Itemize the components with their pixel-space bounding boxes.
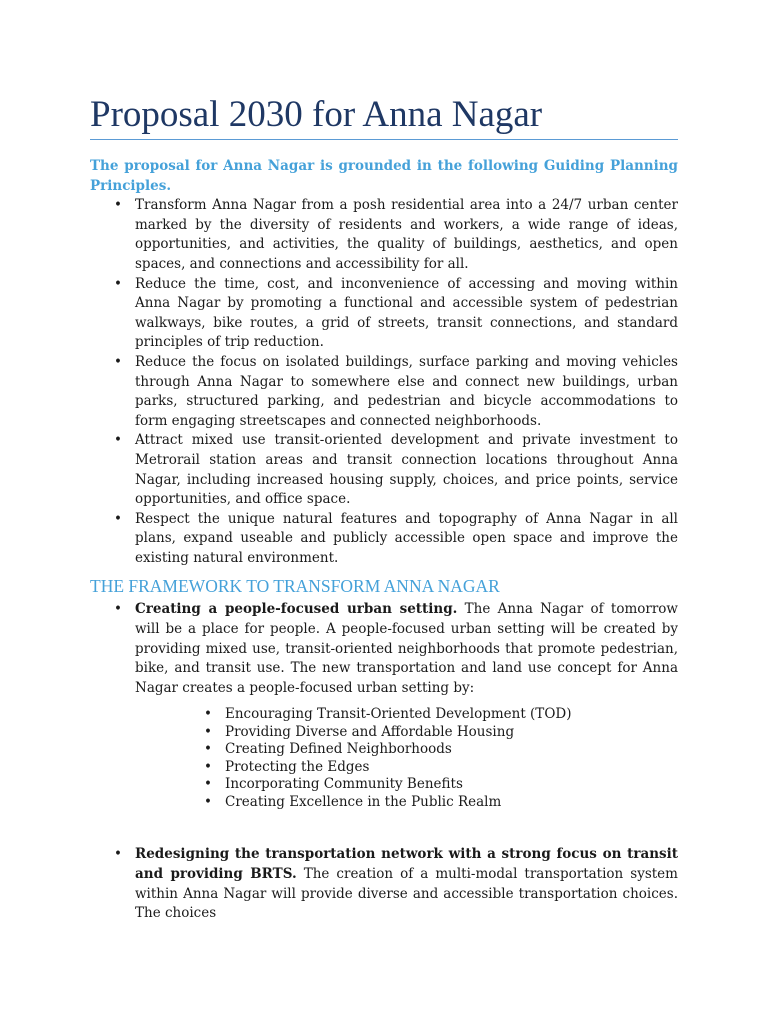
principle-item: • Respect the unique natural features and topography of Anna Nagar in all plans, expand useable and publicly accessible open space and improve the existing natural environment. bbox=[90, 510, 678, 569]
framework-item-title: Creating a people-focused urban setting. bbox=[135, 601, 458, 618]
guiding-principles-list bbox=[90, 196, 678, 568]
principle-item: • Transform Anna Nagar from a posh residential area into a 24/7 urban center marked by the diversity of residents and workers, a wide range of ideas, opportunities, and activities, the quality of buildings, aesthetics, and open spaces, and connections and accessibility for all. bbox=[90, 196, 678, 274]
sub-list-item: • Incorporating Community Benefits bbox=[135, 776, 678, 794]
framework-item-people-focused bbox=[90, 600, 678, 845]
title-underline bbox=[90, 139, 678, 140]
intro-paragraph: The proposal for Anna Nagar is grounded in the following Guiding Planning Principles. bbox=[90, 158, 678, 194]
framework-heading: THE FRAMEWORK TO TRANSFORM ANNA NAGAR bbox=[90, 576, 500, 597]
sub-list-item: • Providing Diverse and Affordable Housing bbox=[135, 724, 678, 742]
sub-list-item: • Creating Excellence in the Public Realm bbox=[135, 794, 678, 812]
sub-list-item: • Encouraging Transit-Oriented Development (TOD) bbox=[135, 706, 678, 724]
framework-list bbox=[90, 600, 678, 923]
sub-list-item: • Creating Defined Neighborhoods bbox=[135, 741, 678, 759]
principle-item: • Reduce the focus on isolated buildings, surface parking and moving vehicles through Anna Nagar to somewhere else and connect new buildings, urban parks, structured parking, and pedestrian and bicycle accommodations to form engaging streetscapes and connected neighborhoods. bbox=[90, 353, 678, 431]
sub-list-item: • Protecting the Edges bbox=[135, 759, 678, 777]
framework-item-text: The Anna Nagar of tomorrow will be a place for people. A people-focused urban setting will be created by providing mixed use, transit-oriented neighborhoods that promote pedestrian, bike, and transit use. The new transportation and land use concept for Anna Nagar creates a people-focused urban setting by: bbox=[135, 601, 678, 696]
page-title: Proposal 2030 for Anna Nagar bbox=[90, 94, 543, 135]
principle-item: • Reduce the time, cost, and inconvenience of accessing and moving within Anna Nagar by promoting a functional and accessible system of pedestrian walkways, bike routes, a grid of streets, transit connections, and standard principles of trip reduction. bbox=[90, 275, 678, 353]
framework-item-text: The creation of a multi-modal transportation system within Anna Nagar will provide diverse and accessible transportation choices. The choices bbox=[135, 866, 678, 922]
framework-item-transportation bbox=[90, 845, 678, 923]
people-focused-sublist bbox=[135, 706, 678, 811]
spacer bbox=[135, 811, 678, 845]
framework-item-title: Redesigning the transportation network with a strong focus on transit and providing BRTS. bbox=[135, 846, 678, 883]
principle-item: • Attract mixed use transit-oriented development and private investment to Metrorail station areas and transit connection locations throughout Anna Nagar, including increased housing supply, choices, and price points, service opportunities, and office space. bbox=[90, 431, 678, 509]
